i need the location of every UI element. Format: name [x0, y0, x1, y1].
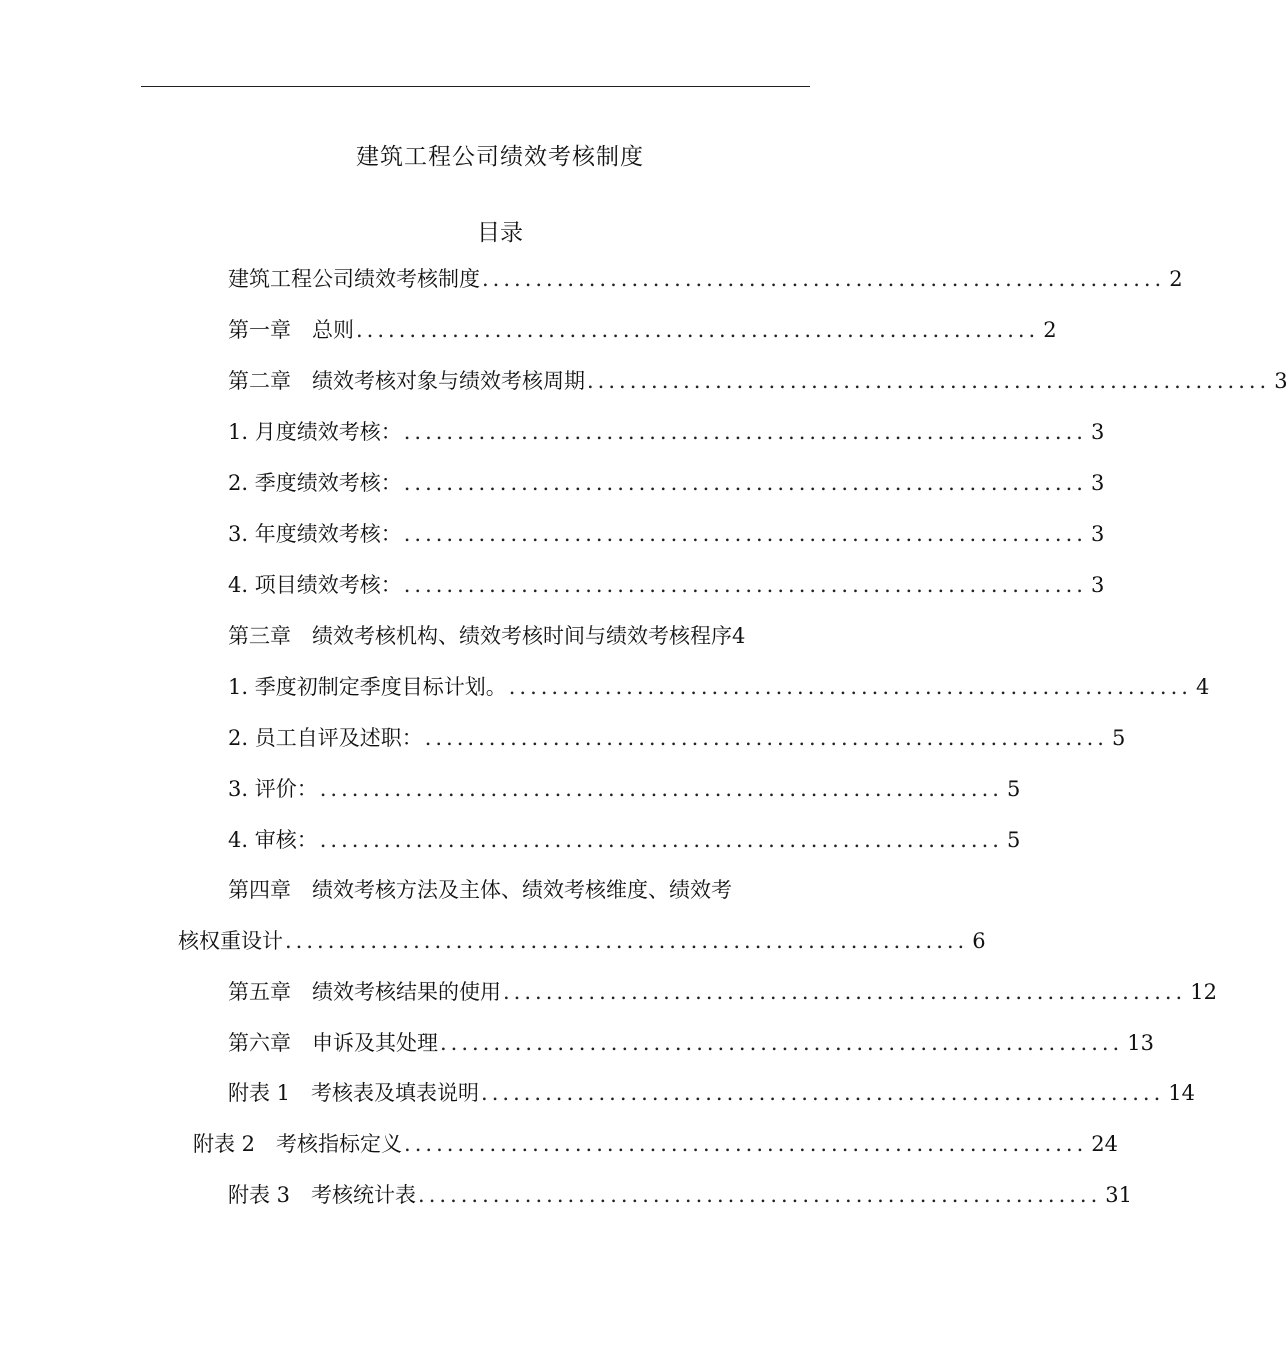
toc-entry-title: 附表 2 考核指标定义 [193, 1132, 403, 1156]
toc-leader-dots: ................................................................ [285, 929, 969, 953]
toc-leader-dots: ................................................................ [403, 420, 1087, 444]
toc-leader-dots: ................................................................ [404, 1132, 1088, 1156]
toc-entry-title: 第五章 绩效考核结果的使用 [228, 980, 501, 1004]
toc-entry-page: 13 [1127, 1031, 1154, 1055]
toc-entry[interactable] [228, 774, 1021, 804]
toc-entry-title: 1. 季度初制定季度目标计划。 [228, 675, 507, 699]
toc-entry[interactable]: 第三章 绩效考核机构、绩效考核时间与绩效考核程序4 [228, 624, 746, 648]
toc-entry-page: 3 [1274, 369, 1288, 393]
toc-leader-dots: ................................................................ [482, 267, 1166, 291]
toc-entry-title: 建筑工程公司绩效考核制度 [228, 267, 480, 291]
toc-entry[interactable] [178, 926, 986, 956]
toc-entry-page: 4 [1195, 675, 1210, 699]
toc-leader-dots: ................................................................ [508, 675, 1192, 699]
toc-leader-dots: ................................................................ [587, 369, 1271, 393]
toc-entry[interactable] [228, 1028, 1154, 1058]
toc-entry[interactable] [228, 672, 1210, 702]
toc-entry[interactable] [228, 825, 1021, 855]
toc-entry-title: 4. 项目绩效考核： [228, 573, 402, 597]
toc-entry-title: 附表 3 考核统计表 [228, 1183, 417, 1207]
toc-leader-dots: ................................................................ [424, 726, 1108, 750]
toc-leader-dots: ................................................................ [403, 573, 1087, 597]
toc-leader-dots: ................................................................ [481, 1081, 1165, 1105]
toc-entry-title: 4. 审核： [228, 828, 318, 852]
toc-leader-dots: ................................................................ [319, 777, 1003, 801]
toc-entry-page: 31 [1105, 1183, 1132, 1207]
toc-entry-page: 14 [1168, 1081, 1195, 1105]
toc-entry-title: 第二章 绩效考核对象与绩效考核周期 [228, 369, 585, 393]
toc-leader-dots: ................................................................ [403, 471, 1087, 495]
toc-entry[interactable] [228, 315, 1057, 345]
toc-entry[interactable] [228, 468, 1105, 498]
toc-entry[interactable]: 第四章 绩效考核方法及主体、绩效考核维度、绩效考 [228, 878, 732, 902]
toc-entry-page: 3 [1090, 420, 1105, 444]
toc-entry-page: 3 [1090, 471, 1105, 495]
toc-entry-title: 附表 1 考核表及填表说明 [228, 1081, 480, 1105]
toc-leader-dots: ................................................................ [503, 980, 1187, 1004]
toc-entry-title: 2. 员工自评及述职： [228, 726, 423, 750]
toc-entry[interactable] [228, 723, 1126, 753]
toc-leader-dots: ................................................................ [440, 1031, 1124, 1055]
toc-entry[interactable] [228, 417, 1105, 447]
toc-entry-page: 2 [1043, 318, 1057, 342]
toc-entry-page: 2 [1169, 267, 1183, 291]
toc-entry-title: 第六章 申诉及其处理 [228, 1031, 438, 1055]
toc-entry-page: 5 [1006, 828, 1021, 852]
toc-leader-dots: ................................................................ [403, 522, 1087, 546]
toc-entry[interactable] [228, 519, 1105, 549]
toc-entry[interactable] [193, 1129, 1118, 1159]
toc-leader-dots: ................................................................ [356, 318, 1040, 342]
toc-entry[interactable] [228, 1180, 1132, 1210]
toc-entry-title: 第一章 总则 [228, 318, 354, 342]
toc-entry-page: 6 [972, 929, 986, 953]
toc-entry-page: 3 [1090, 522, 1105, 546]
toc-leader-dots: ................................................................ [319, 828, 1003, 852]
toc-entry-title: 3. 评价： [228, 777, 318, 801]
toc-entry[interactable] [228, 977, 1217, 1007]
header-rule [141, 86, 810, 87]
toc-entry-page: 3 [1090, 573, 1105, 597]
document-title: 建筑工程公司绩效考核制度 [356, 144, 644, 170]
toc-entry-title: 1. 月度绩效考核： [228, 420, 402, 444]
toc-leader-dots: ................................................................ [418, 1183, 1102, 1207]
toc-entry[interactable] [228, 366, 1288, 396]
toc-entry-title: 2. 季度绩效考核： [228, 471, 402, 495]
toc-entry-title: 核权重设计 [178, 929, 283, 953]
toc-entry-page: 12 [1190, 980, 1217, 1004]
toc-entry[interactable] [228, 570, 1105, 600]
toc-entry-page: 24 [1091, 1132, 1118, 1156]
toc-entry-title: 3. 年度绩效考核： [228, 522, 402, 546]
toc-heading: 目录 [477, 220, 523, 246]
toc-entry[interactable] [228, 264, 1183, 294]
toc-entry-page: 5 [1111, 726, 1126, 750]
toc-entry[interactable] [228, 1078, 1195, 1108]
toc-entry-page: 5 [1006, 777, 1021, 801]
